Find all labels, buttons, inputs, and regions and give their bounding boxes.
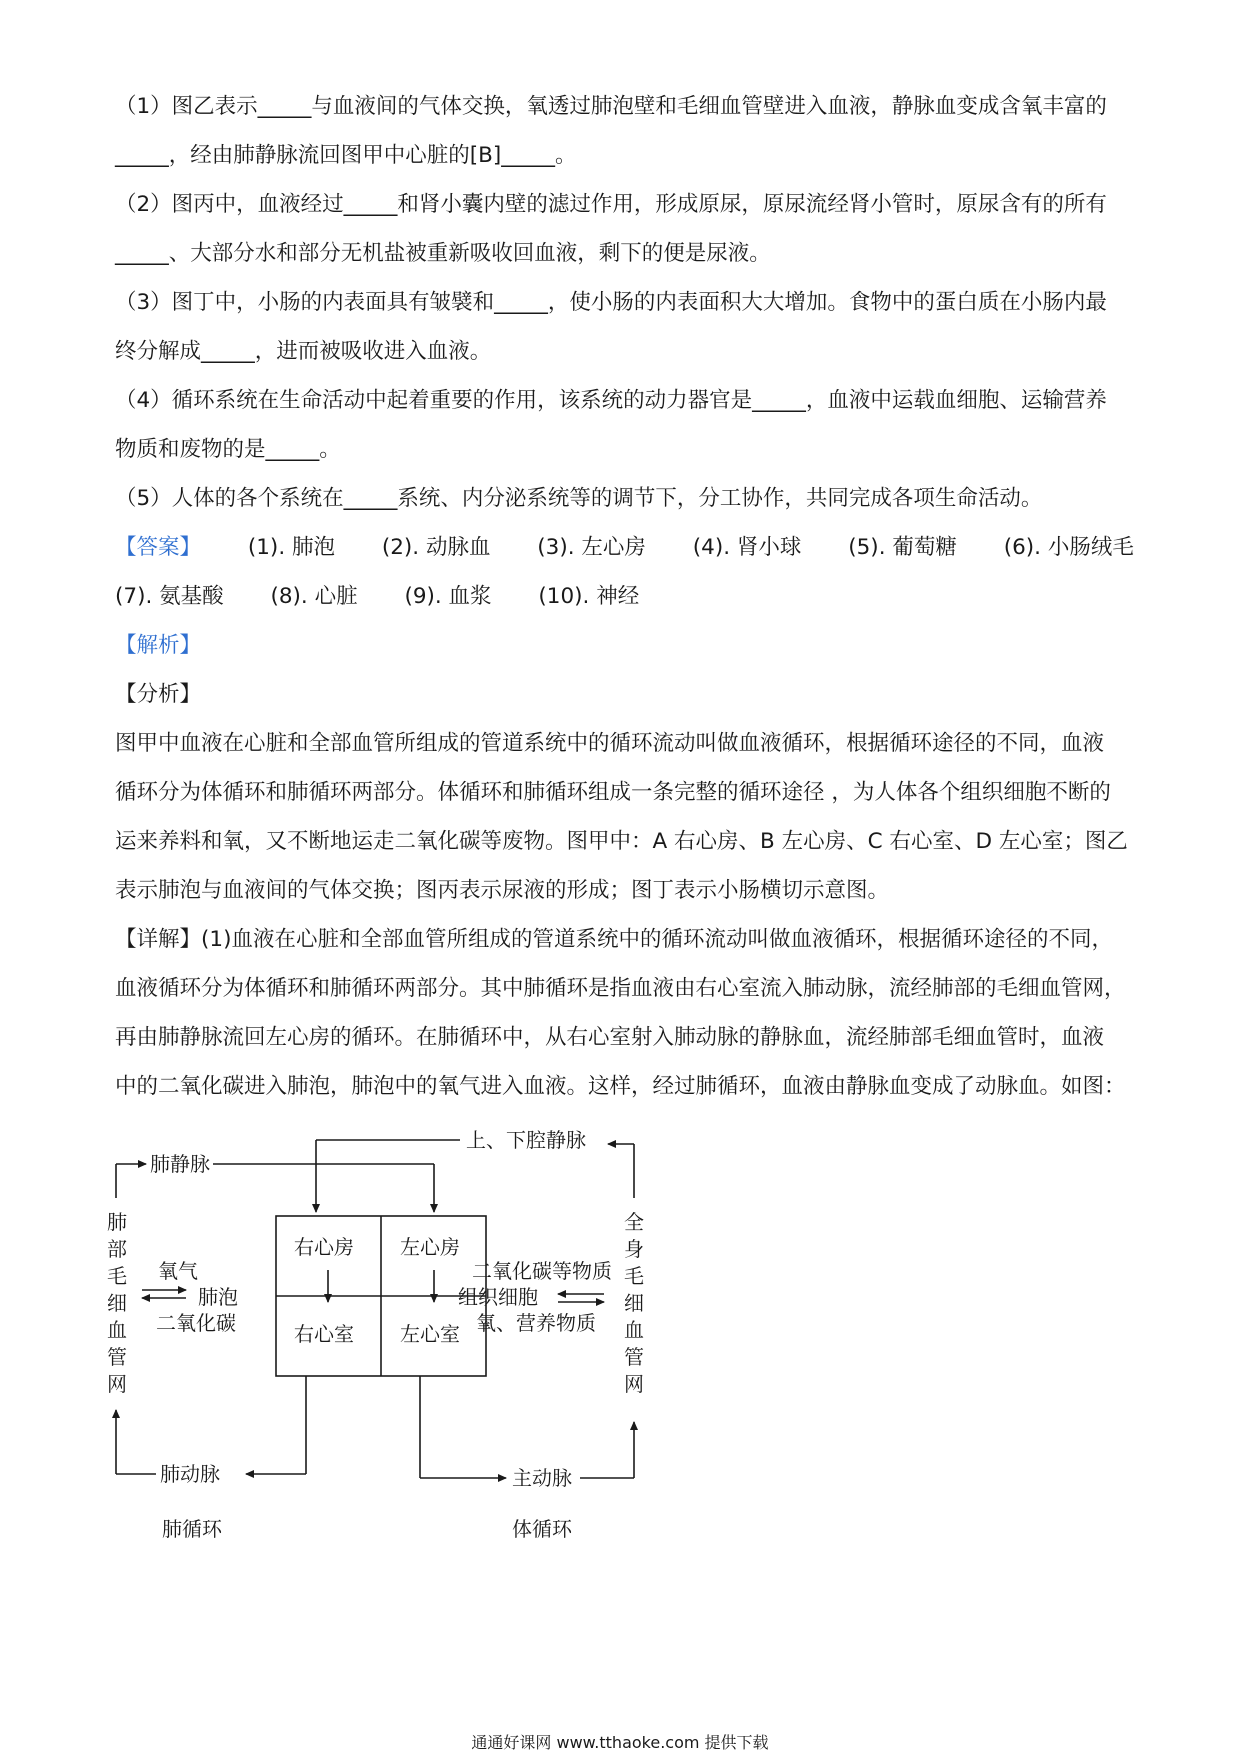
pulmonary-artery-label: 肺动脉 bbox=[160, 1462, 220, 1486]
question-4-line-2: 物质和废物的是_____。 bbox=[115, 437, 341, 462]
body-capillary-char: 血 bbox=[624, 1318, 644, 1342]
question-2-line-1: （2）图丙中，血液经过_____和肾小囊内壁的滤过作用，形成原尿，原尿流经肾小管时，原尿含有的所有 bbox=[115, 192, 1107, 217]
answer-item: (1). 肺泡 bbox=[247, 535, 335, 560]
page-footer: 通通好课网 www.tthaoke.com 提供下载 bbox=[471, 1733, 769, 1752]
right-ventricle-label: 右心室 bbox=[294, 1322, 354, 1346]
answer-row-2 bbox=[115, 572, 1135, 621]
oxygen-label: 氧气 bbox=[158, 1259, 198, 1283]
fenxi-line: 图甲中血液在心脏和全部血管所组成的管道系统中的循环流动叫做血液循环，根据循环途径的不同，血液 bbox=[115, 731, 1105, 756]
lung-capillary-char: 细 bbox=[107, 1291, 127, 1315]
body-capillary-char: 身 bbox=[624, 1237, 644, 1261]
answer-item: (7). 氨基酸 bbox=[115, 584, 224, 609]
question-4-line-1: （4）循环系统在生命活动中起着重要的作用，该系统的动力器官是_____，血液中运载血细胞、运输营养 bbox=[115, 388, 1107, 413]
detail-line: 血液循环分为体循环和肺循环两部分。其中肺循环是指血液由右心室流入肺动脉，流经肺部的毛细血管网， bbox=[115, 976, 1126, 1001]
detail-line: 【详解】(1)血液在心脏和全部血管所组成的管道系统中的循环流动叫做血液循环，根据循环途径的不同， bbox=[115, 927, 1113, 952]
fenxi-label: 【分析】 bbox=[115, 682, 202, 707]
systemic-circulation-label: 体循环 bbox=[512, 1517, 572, 1541]
co2-etc-label: 二氧化碳等物质 bbox=[472, 1259, 612, 1283]
alveolus-label: 肺泡 bbox=[198, 1285, 238, 1309]
fenxi-line: 运来养料和氧，又不断地运走二氧化碳等废物。图甲中：A 右心房、B 左心房、C 右心室、D 左心室；图乙 bbox=[115, 829, 1128, 854]
question-3-line-1: （3）图丁中，小肠的内表面具有皱襞和_____，使小肠的内表面积大大增加。食物中的蛋白质在小肠内最 bbox=[115, 290, 1107, 315]
answer-item: (6). 小肠绒毛 bbox=[1003, 535, 1134, 560]
fenxi-line: 表示肺泡与血液间的气体交换；图丙表示尿液的形成；图丁表示小肠横切示意图。 bbox=[115, 878, 890, 903]
right-atrium-label: 右心房 bbox=[294, 1235, 354, 1259]
detail-line: 再由肺静脉流回左心房的循环。在肺循环中，从右心室射入肺动脉的静脉血，流经肺部毛细血管时，血液 bbox=[115, 1025, 1105, 1050]
answer-item: (5). 葡萄糖 bbox=[848, 535, 957, 560]
body-capillary-char: 管 bbox=[624, 1345, 644, 1369]
question-block bbox=[115, 82, 1135, 1111]
answer-item: (3). 左心房 bbox=[537, 535, 646, 560]
body-capillary-char: 毛 bbox=[624, 1264, 644, 1288]
lung-capillary-char: 血 bbox=[107, 1318, 127, 1342]
lung-capillary-char: 管 bbox=[107, 1345, 127, 1369]
analysis-label: 【解析】 bbox=[115, 633, 202, 658]
pulmonary-vein-label: 肺静脉 bbox=[150, 1152, 210, 1176]
detail-line: 中的二氧化碳进入肺泡，肺泡中的氧气进入血液。这样，经过肺循环，血液由静脉血变成了动脉血。如图： bbox=[115, 1074, 1126, 1099]
lung-capillary-char: 肺 bbox=[107, 1210, 127, 1234]
body-capillary-char: 全 bbox=[624, 1210, 644, 1234]
co2-label: 二氧化碳 bbox=[156, 1311, 236, 1335]
answer-item: (9). 血浆 bbox=[404, 584, 492, 609]
body-capillary-char: 网 bbox=[624, 1372, 644, 1396]
lung-capillary-char: 毛 bbox=[107, 1264, 127, 1288]
answer-label: 【答案】 bbox=[115, 535, 202, 560]
question-2-line-2: _____、大部分水和部分无机盐被重新吸收回血液，剩下的便是尿液。 bbox=[115, 241, 771, 266]
circulation-diagram bbox=[107, 1128, 750, 1560]
question-3-line-2: 终分解成_____，进而被吸收进入血液。 bbox=[115, 339, 492, 364]
question-1-line-2: _____，经由肺静脉流回图甲中心脏的[B]_____。 bbox=[115, 143, 577, 168]
tissue-cells-label: 组织细胞 bbox=[458, 1285, 538, 1309]
answer-item: (10). 神经 bbox=[538, 584, 640, 609]
question-5-line-1: （5）人体的各个系统在_____系统、内分泌系统等的调节下，分工协作，共同完成各项生命活动。 bbox=[115, 486, 1043, 511]
answer-item: (8). 心脏 bbox=[270, 584, 358, 609]
body-capillary-char: 细 bbox=[624, 1291, 644, 1315]
oxygen-nutrients-label: 氧、营养物质 bbox=[476, 1311, 596, 1335]
pulmonary-circulation-label: 肺循环 bbox=[162, 1517, 222, 1541]
answer-row-1 bbox=[115, 523, 1135, 572]
aorta-label: 主动脉 bbox=[512, 1466, 572, 1490]
lung-capillary-char: 部 bbox=[107, 1237, 127, 1261]
question-1-line-1: （1）图乙表示_____与血液间的气体交换，氧透过肺泡壁和毛细血管壁进入血液，静脉血变成含氧丰富的 bbox=[115, 94, 1107, 119]
answer-item: (4). 肾小球 bbox=[692, 535, 802, 560]
answer-item: (2). 动脉血 bbox=[381, 535, 491, 560]
lung-capillary-char: 网 bbox=[107, 1372, 127, 1396]
left-atrium-label: 左心房 bbox=[400, 1235, 460, 1259]
left-ventricle-label: 左心室 bbox=[400, 1322, 460, 1346]
fenxi-line: 循环分为体循环和肺循环两部分。体循环和肺循环组成一条完整的循环途径 ，为人体各个组织细胞不断的 bbox=[115, 780, 1111, 805]
vena-cava-label: 上、下腔静脉 bbox=[466, 1128, 586, 1152]
